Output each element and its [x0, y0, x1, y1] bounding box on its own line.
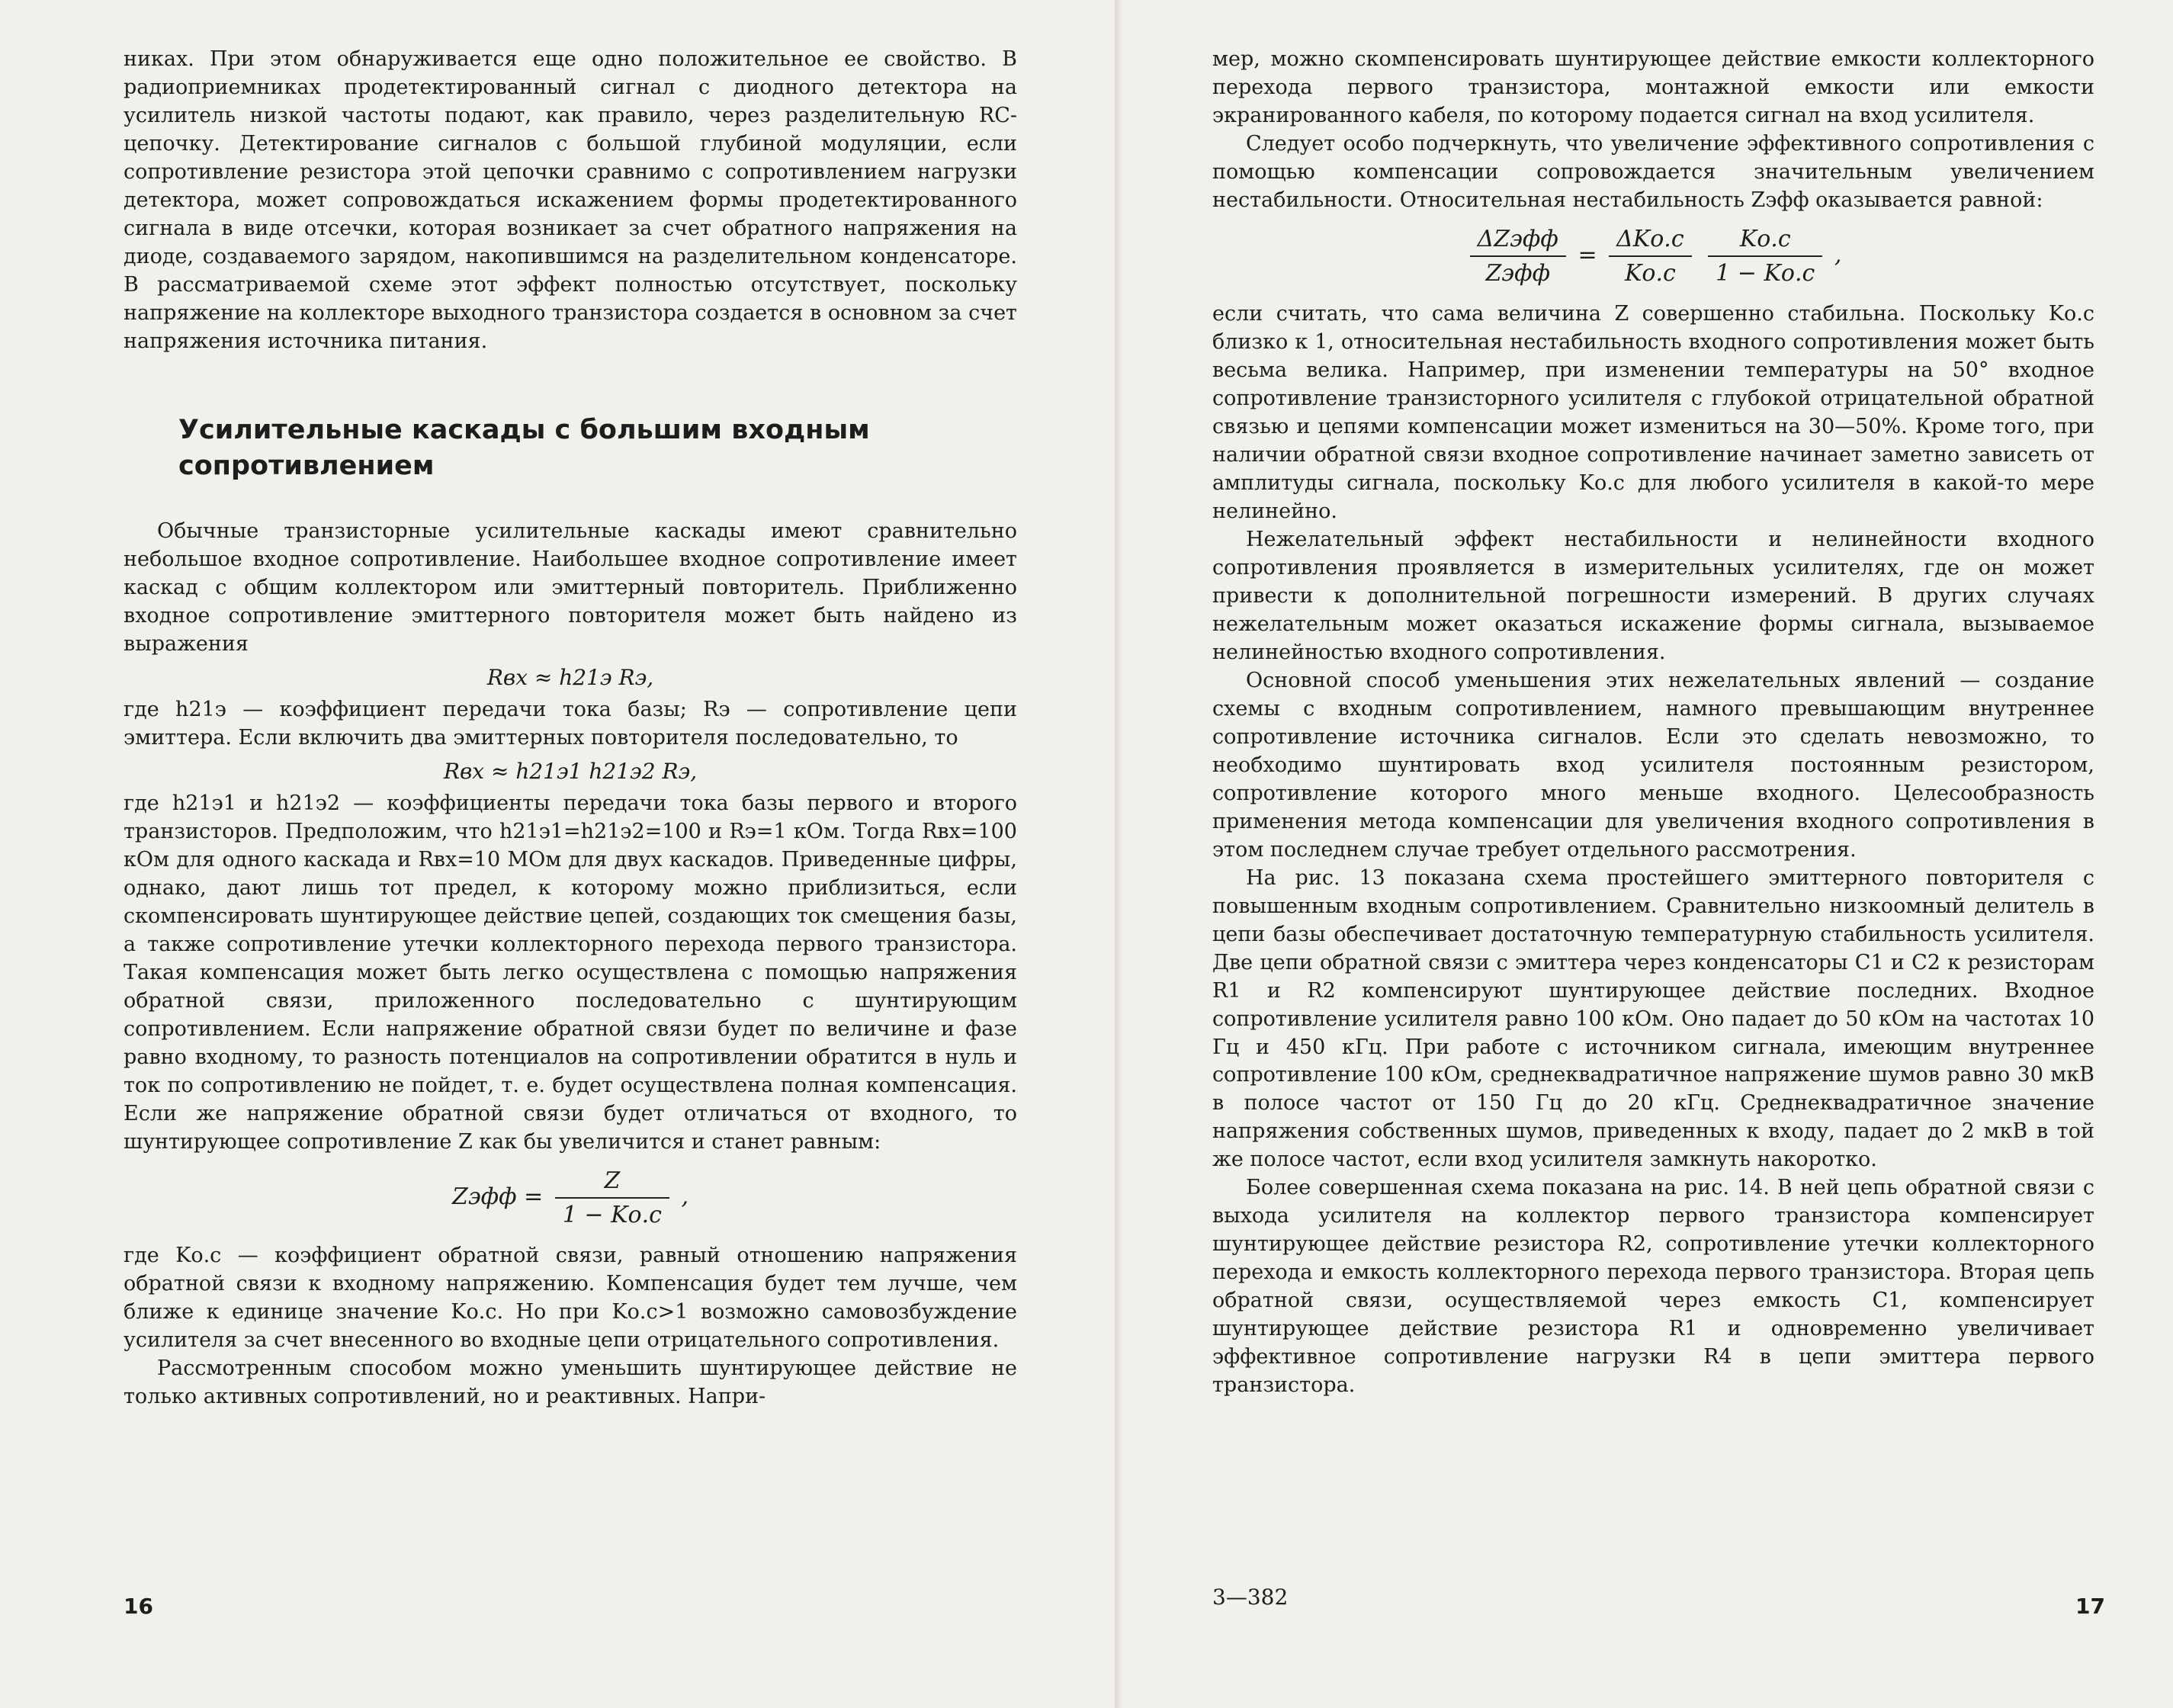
paragraph: если считать, что сама величина Z совершенно стабильна. Поскольку Kо.с близко к 1, относительная нестабильность входного сопротивления может быть весьма велика. Например, при изменении температуры на 50° входное сопротивление транзисторного усилителя с глубокой отрицательной обратной связью и цепями компенсации может измениться на 30—50%. Кроме того, при наличии обратной связи входное сопротивление начинает заметно зависеть от амплитуды сигнала, поскольку Kо.с для любого усилителя в какой-то мере нелинейно.	[1212, 301, 2094, 523]
formula-tail: ,	[681, 1183, 689, 1211]
right-page	[1212, 46, 2094, 1400]
paragraph: где h21э — коэффициент передачи тока базы; Rэ — сопротивление цепи эмиттера. Если включить два эмиттерных повторителя последовательно, то	[124, 698, 1017, 750]
fraction	[1470, 226, 1566, 287]
left-page	[124, 46, 1017, 1411]
book-gutter	[1115, 0, 1122, 1708]
paragraph: Рассмотренным способом можно уменьшить шунтирующее действие не только активных сопротивлений, но и реактивных. Напри-	[124, 1356, 1017, 1408]
paragraph: На рис. 13 показана схема простейшего эмиттерного повторителя с повышенным входным сопротивлением. Сравнительно низкоомный делитель в цепи базы обеспечивает достаточную температурную стабильность усилителя. Две цепи обратной связи с эмиттера через конденсаторы C1 и C2 к резисторам R1 и R2 компенсируют шунтирующее действие последних. Входное сопротивление усилителя равно 100 кОм. Оно падает до 50 кОм на частотах 10 Гц и 450 кГц. При работе с источником сигнала, имеющим внутреннее сопротивление 100 кОм, среднеквадратичное напряжение шумов равно 30 мкВ в полосе частот от 150 Гц до 20 кГц. Среднеквадратичное значение напряжения собственных шумов, приведенных к входу, падает до 2 мкВ в той же полосе частот, если вход усилителя замкнуть накоротко.	[1212, 865, 2094, 1172]
fraction-denominator: 1 − Kо.с	[562, 1202, 662, 1229]
fraction	[1708, 226, 1822, 287]
fraction	[555, 1167, 669, 1228]
paragraph: Обычные транзисторные усилительные каскады имеют сравнительно небольшое входное сопротивление. Наибольшее входное сопротивление имеет каскад с общим коллектором или эмиттерный повторитель. Приближенно входное сопротивление эмиттерного повторителя может быть найдено из выражения	[124, 519, 1017, 657]
paragraph: мер, можно скомпенсировать шунтирующее действие емкости коллекторного перехода первого транзистора, монтажной емкости или емкости экранированного кабеля, по которому подается сигнал на вход усилителя.	[1212, 47, 2094, 127]
page-number: 17	[2075, 1594, 2105, 1619]
paragraph: Нежелательный эффект нестабильности и нелинейности входного сопротивления проявляется в измерительных усилителях, где он может привести к дополнительной погрешности измерений. В других случаях нежелательным может оказаться искажение формы сигнала, вызываемое нелинейностью входного сопротивления.	[1212, 527, 2094, 664]
formula-fraction	[1212, 226, 2094, 287]
fraction-numerator: ΔKо.с	[1609, 226, 1691, 257]
printer-signature: 3—382	[1212, 1584, 1289, 1610]
formula-equals: =	[1578, 241, 1597, 268]
formula-lhs: Zэфф =	[451, 1183, 544, 1211]
paragraph: где Kо.с — коэффициент обратной связи, равный отношению напряжения обратной связи к входному напряжению. Компенсация будет тем лучше, чем ближе к единице значение Kо.с. Но при Kо.с>1 возможно самовозбуждение усилителя за счет внесенного во входные цепи отрицательного сопротивления.	[124, 1244, 1017, 1352]
paragraph: Основной способ уменьшения этих нежелательных явлений — создание схемы с входным сопротивлением, намного превышающим внутреннее сопротивление источника сигналов. Если это сделать невозможно, то необходимо шунтировать вход усилителя постоянным резистором, сопротивление которого много меньше входного. Целесообразность применения метода компенсации для увеличения входного сопротивления в этом последнем случае требует отдельного рассмотрения.	[1212, 668, 2094, 862]
page-number: 16	[124, 1594, 153, 1619]
fraction-numerator: Kо.с	[1708, 226, 1822, 257]
formula: Rвх ≈ h21э Rэ,	[486, 665, 654, 691]
fraction	[1609, 226, 1691, 287]
fraction-denominator: Zэфф	[1485, 259, 1551, 287]
section-heading: Усилительные каскады с большим входным сопротивлением	[178, 414, 870, 482]
paragraph: никах. При этом обнаруживается еще одно положительное ее свойство. В радиоприемниках продетектированный сигнал с диодного детектора на усилитель низкой частоты подают, как правило, через разделительную RC-цепочку. Детектирование сигналов с большой глубиной модуляции, если сопротивление резистора этой цепочки сравнимо с сопротивлением нагрузки детектора, может сопровождаться искажением формы продетектированного сигнала в виде отсечки, которая возникает за счет обратного напряжения на диоде, создаваемого зарядом, накопившимся на разделительном конденсаторе. В рассматриваемой схеме этот эффект полностью отсутствует, поскольку напряжение на коллекторе выходного транзистора создается в основном за счет напряжения источника питания.	[124, 47, 1017, 353]
formula-tail: ,	[1834, 241, 1842, 268]
formula: Rвх ≈ h21э1 h21э2 Rэ,	[443, 759, 698, 785]
fraction-denominator: Kо.с	[1624, 259, 1676, 287]
paragraph: Следует особо подчеркнуть, что увеличение эффективного сопротивления с помощью компенсации сопровождается значительным увеличением нестабильности. Относительная нестабильность Zэфф оказывается равной:	[1212, 131, 2094, 212]
formula-fraction	[124, 1167, 1017, 1228]
paragraph: где h21э1 и h21э2 — коэффициенты передачи тока базы первого и второго транзисторов. Предположим, что h21э1=h21э2=100 и Rэ=1 кОм. Тогда Rвх=100 кОм для одного каскада и Rвх=10 МОм для двух каскадов. Приведенные цифры, однако, дают лишь тот предел, к которому можно приблизиться, если скомпенсировать шунтирующее действие цепей, создающих ток смещения базы, а также сопротивление утечки коллекторного перехода первого транзистора. Такая компенсация может быть легко осуществлена с помощью напряжения обратной связи, приложенного последовательно с шунтирующим сопротивлением. Если напряжение обратной связи будет по величине и фазе равно входному, то разность потенциалов на сопротивлении обратится в нуль и ток по сопротивлению не пойдет, т. е. будет осуществлена полная компенсация. Если же напряжение обратной связи будет отличаться от входного, то шунтирующее сопротивление Z как бы увеличится и станет равным:	[124, 791, 1017, 1154]
fraction-numerator: Z	[555, 1167, 669, 1199]
fraction-denominator: 1 − Kо.с	[1716, 259, 1815, 287]
fraction-numerator: ΔZэфф	[1470, 226, 1566, 257]
paragraph: Более совершенная схема показана на рис. 14. В ней цепь обратной связи с выхода усилителя на коллектор первого транзистора компенсирует шунтирующее действие резистора R2, сопротивление утечки коллекторного перехода и емкость коллекторного перехода первого транзистора. Вторая цепь обратной связи, осуществляемой через емкость C1, компенсирует шунтирующее действие резистора R1 и одновременно увеличивает эффективное сопротивление нагрузки R4 в цепи эмиттера первого транзистора.	[1212, 1176, 2094, 1398]
